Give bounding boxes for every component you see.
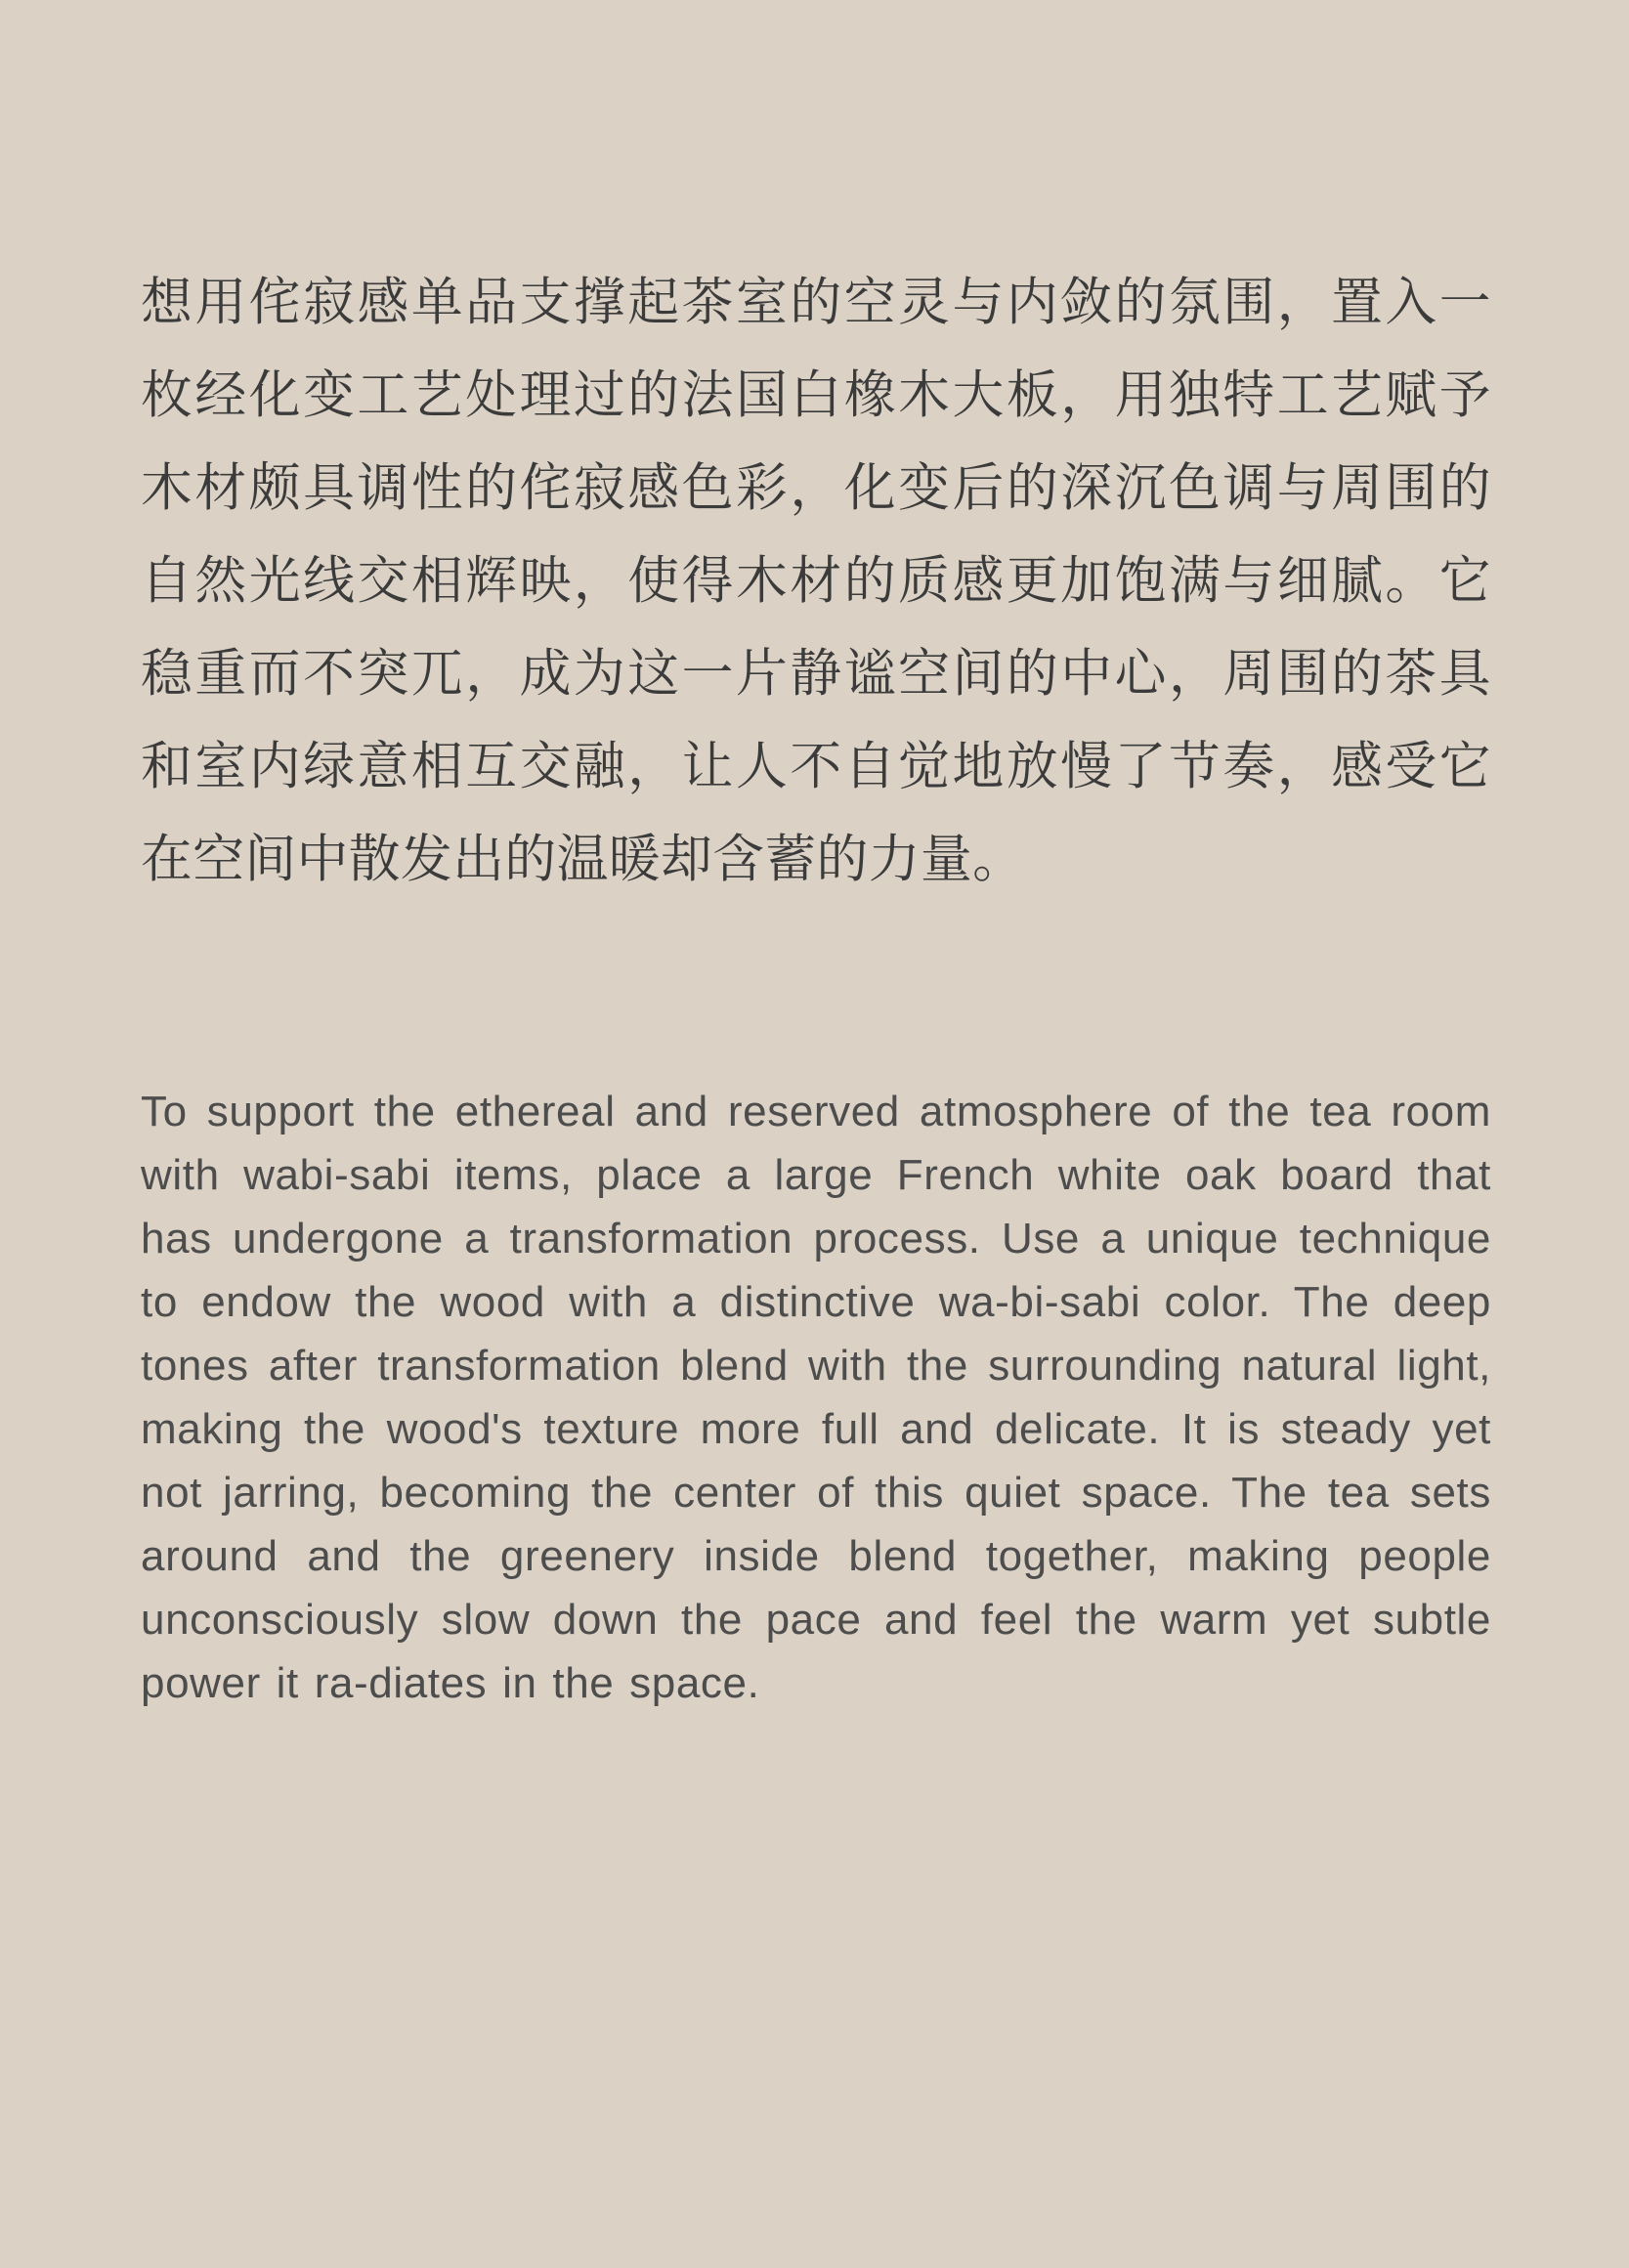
english-description-paragraph: To support the ethereal and reserved atmosphere of the tea room with wabi-sabi items, place a large French white oak board that has undergone a transformation process. Use a unique technique to endow the wood with a distinctive wa-bi-sabi color. The deep tones after transformation blend with the surrounding natural light, making the wood's texture more full and delicate. It is steady yet not jarring, becoming the center of this quiet space. The tea sets around and the greenery inside blend together, making people unconsciously slow down the pace and feel the warm yet subtle power it ra-diates in the space. — [141, 1088, 1491, 1707]
chinese-description-paragraph: 想用侘寂感单品支撑起茶室的空灵与内敛的氛围，置入一枚经化变工艺处理过的法国白橡木大板，用独特工艺赋予木材颇具调性的侘寂感色彩，化变后的深沉色调与周围的自然光线交相辉映，使得木材的质感更加饱满与细腻。它稳重而不突兀，成为这一片静谧空间的中心，周围的茶具和室内绿意相互交融，让人不自觉地放慢了节奏，感受它在空间中散发出的温暖却含蓄的力量。 — [141, 273, 1491, 889]
